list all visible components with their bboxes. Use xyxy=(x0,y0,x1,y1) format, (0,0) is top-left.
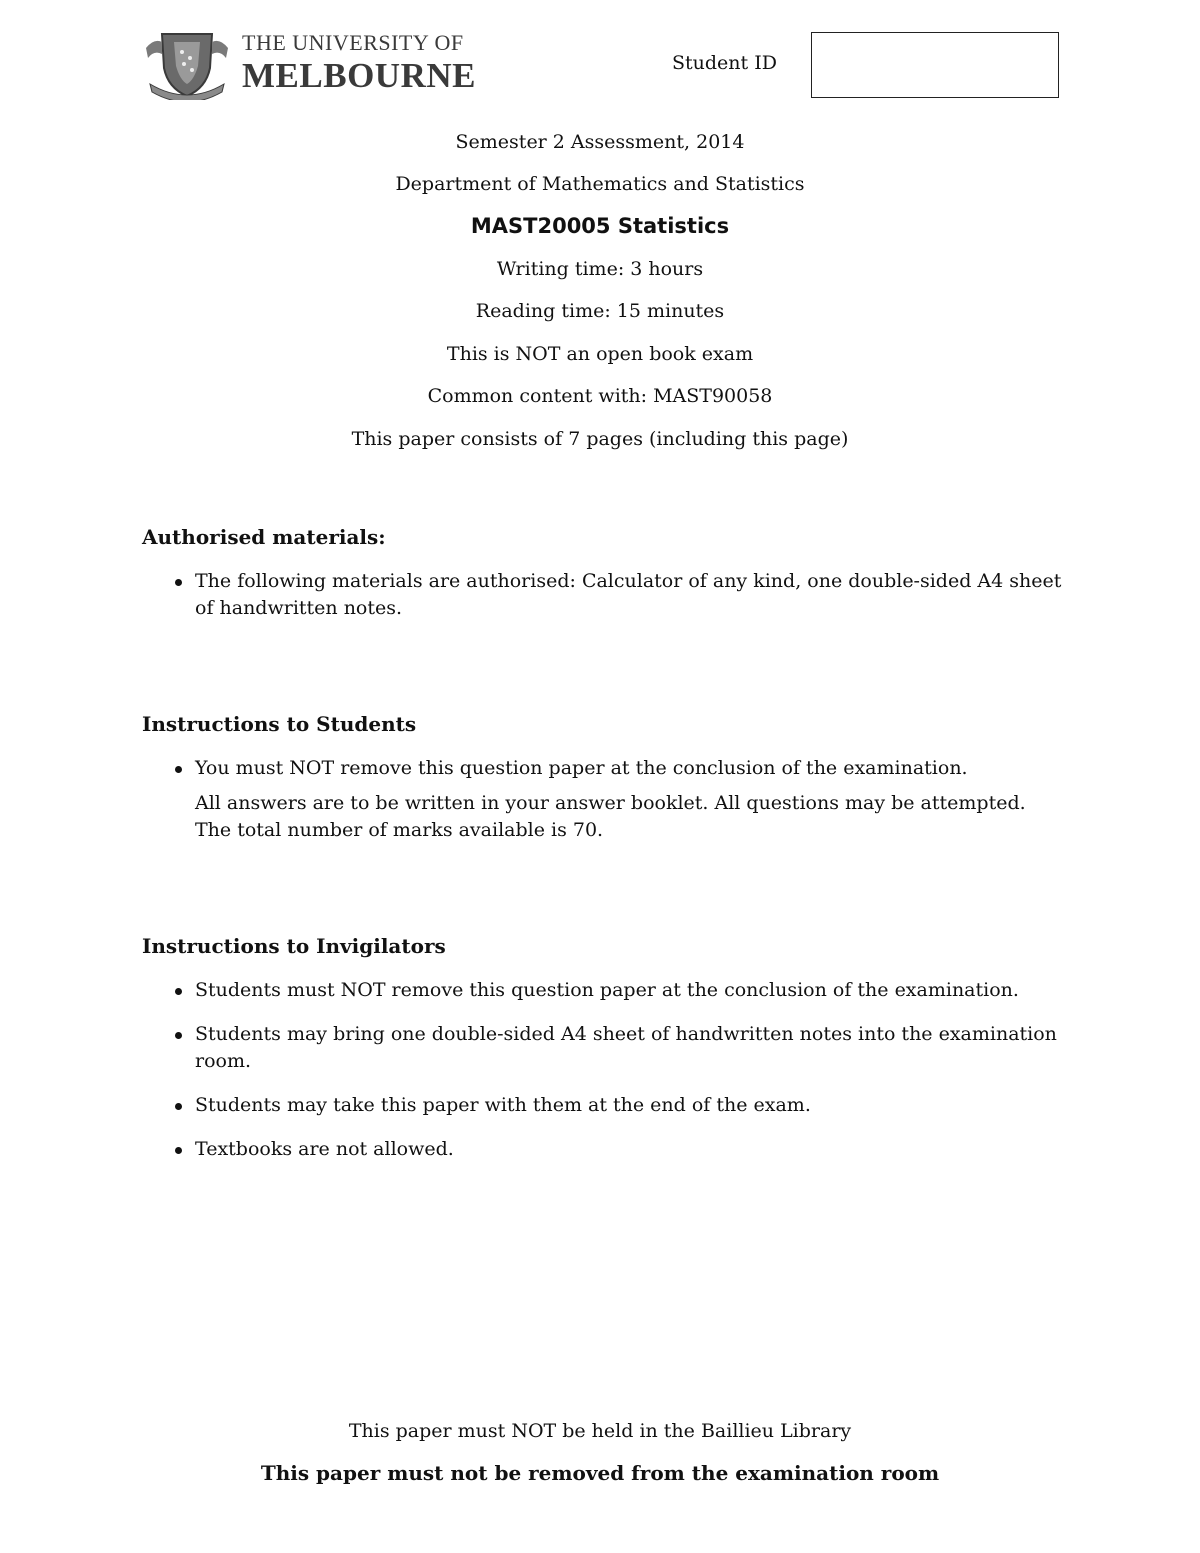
students-list xyxy=(142,755,1062,861)
open-book-notice: This is NOT an open book exam xyxy=(446,343,754,365)
university-crest-icon xyxy=(144,28,230,100)
list-item xyxy=(142,755,1062,844)
invigilators-heading: Instructions to Invigilators xyxy=(142,934,446,958)
logo-line2: MELBOURNE xyxy=(242,56,476,95)
removal-notice: This paper must not be removed from the examination room xyxy=(260,1461,940,1485)
authorised-list xyxy=(142,568,1062,639)
students-heading: Instructions to Students xyxy=(142,712,417,736)
list-item: Students may take this paper with them at the end of the exam. xyxy=(142,1092,1062,1119)
list-item: Textbooks are not allowed. xyxy=(142,1136,1062,1163)
reading-time: Reading time: 15 minutes xyxy=(475,300,725,322)
department-line: Department of Mathematics and Statistics xyxy=(395,173,805,195)
student-id-box[interactable] xyxy=(811,32,1059,98)
logo-line1: THE UNIVERSITY OF xyxy=(242,30,464,55)
library-notice: This paper must NOT be held in the Baillieu Library xyxy=(348,1420,852,1442)
writing-time: Writing time: 3 hours xyxy=(496,258,704,280)
students-item-text: You must NOT remove this question paper at the conclusion of the examination. xyxy=(195,757,968,779)
course-title: MAST20005 Statistics xyxy=(470,214,730,238)
assessment-line: Semester 2 Assessment, 2014 xyxy=(455,131,745,153)
common-content: Common content with: MAST90058 xyxy=(427,385,773,407)
list-item: Students may bring one double-sided A4 sheet of handwritten notes into the examination room. xyxy=(142,1021,1062,1075)
authorised-heading: Authorised materials: xyxy=(142,525,386,549)
invigilators-list xyxy=(142,977,1062,1180)
list-item: The following materials are authorised: Calculator of any kind, one double-sided A4 sheet of handwritten notes. xyxy=(142,568,1062,622)
student-id-label: Student ID xyxy=(672,52,777,74)
students-item-para: All answers are to be written in your answer booklet. All questions may be attempted. The total number of marks available is 70. xyxy=(195,792,1026,841)
page-count: This paper consists of 7 pages (including this page) xyxy=(351,428,849,450)
university-logo xyxy=(144,28,476,102)
list-item: Students must NOT remove this question paper at the conclusion of the examination. xyxy=(142,977,1062,1004)
